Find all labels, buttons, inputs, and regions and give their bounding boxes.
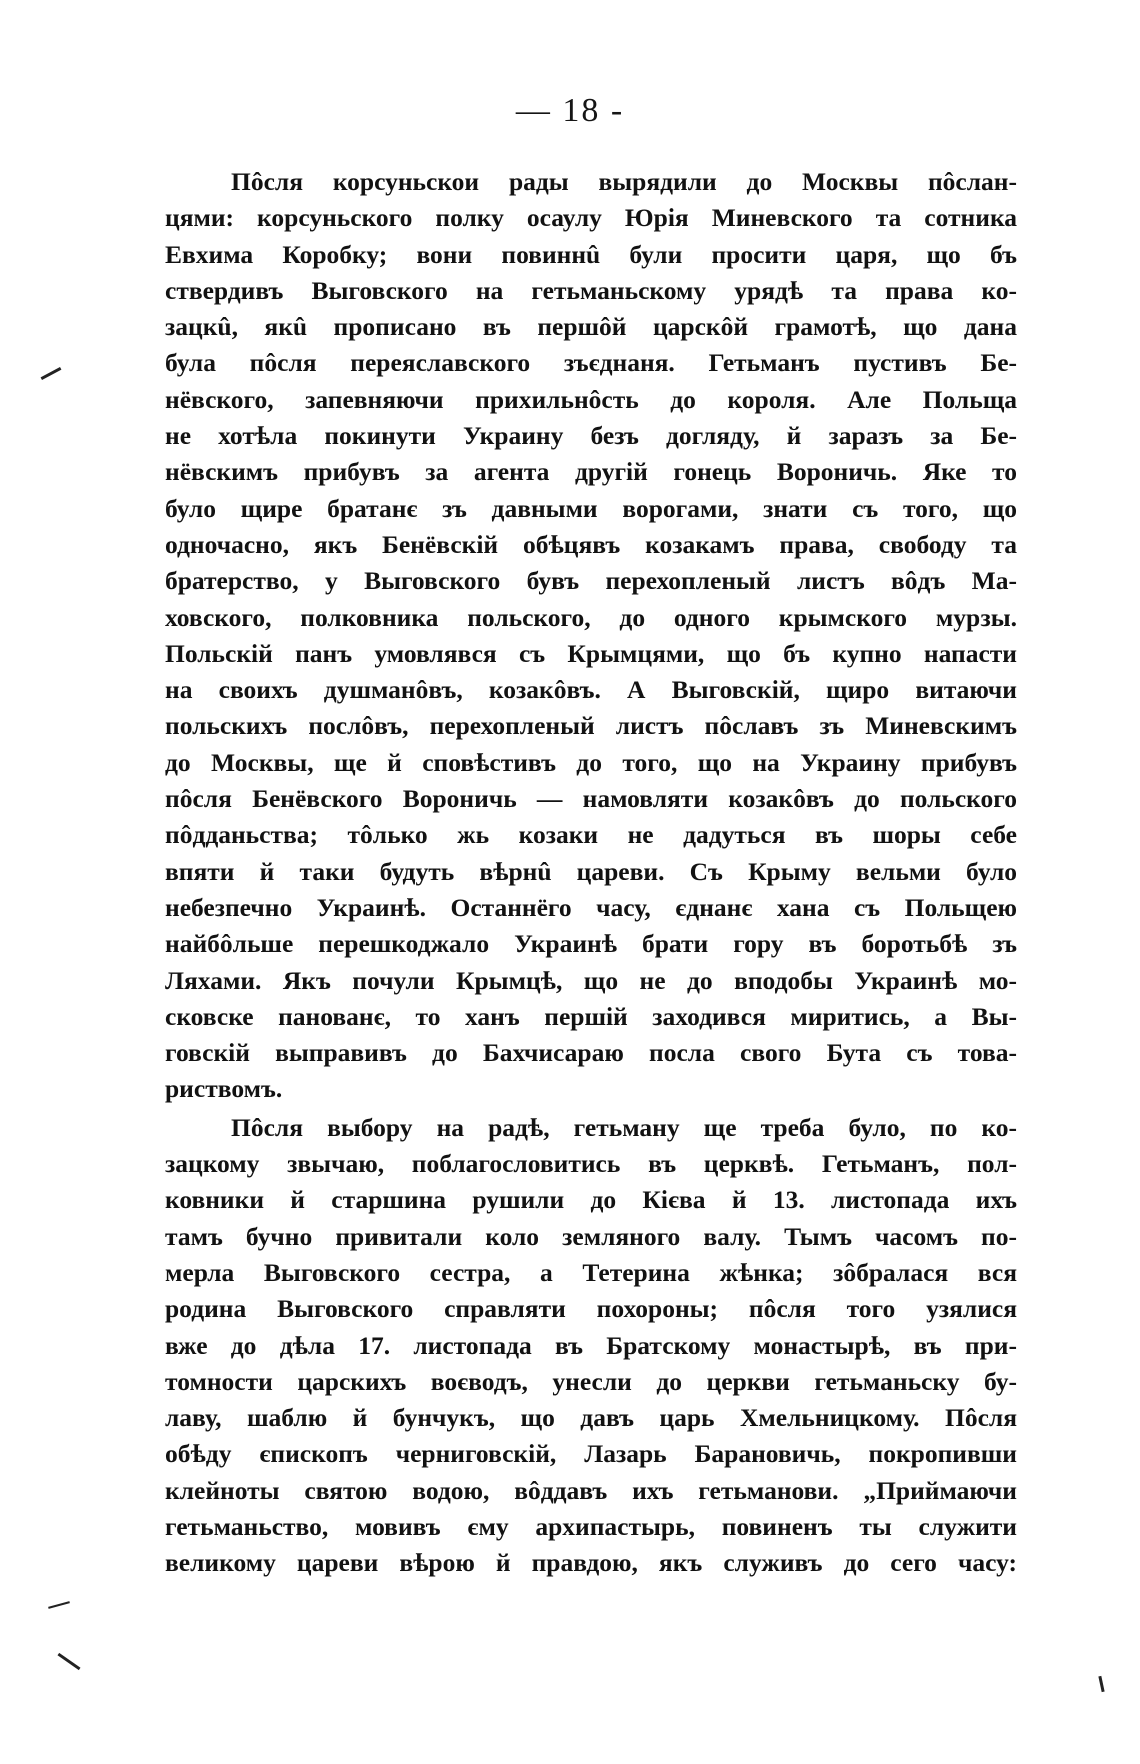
text-line: Евхима Коробку; вони повиннû були просити царя, що бъ xyxy=(165,239,1017,269)
text-line: одночасно, якъ Бенёвскій обѣцявъ козакамъ права, свободу та xyxy=(165,529,1017,559)
text-line: обѣду єпископъ черниговскій, Лазарь Барановичь, покропивши xyxy=(165,1439,1017,1469)
body-text xyxy=(165,164,1017,1582)
text-line: найбôльше перешкоджало Украинѣ брати гору въ боротьбѣ зъ xyxy=(165,929,1017,959)
text-line: родина Выговского справляти похороны; пôсля того узялися xyxy=(165,1294,1017,1324)
text-line: ствердивъ Выговского на гетьманьскому урядѣ та права ко- xyxy=(165,275,1017,305)
text-line: небезпечно Украинѣ. Останнёго часу, єднанє хана съ Польщею xyxy=(165,892,1017,922)
text-line: мерла Выговского сестра, а Тетерина жѣнка; зôбралася вся xyxy=(165,1257,1017,1287)
text-line: Пôсля корсуньскои рады вырядили до Москвы пôслан- xyxy=(231,167,1017,196)
scan-mark xyxy=(57,1653,80,1670)
text-line: говскій выправивъ до Бахчисараю посла свого Бута съ това- xyxy=(165,1038,1017,1068)
text-line: нёвскимъ прибувъ за агента другій гонець Вороничь. Яке то xyxy=(165,457,1017,487)
text-line: була пôсля переяславского зъєднаня. Гетьманъ пустивъ Бе- xyxy=(165,348,1017,378)
text-line: зацкому звычаю, поблагословитись въ церквѣ. Гетьманъ, пол- xyxy=(165,1149,1017,1179)
text-line: зацкû, якû прописано въ першôй царскôй грамотѣ, що дана xyxy=(165,312,1017,342)
text-line: було щире братанє зъ давными ворогами, знати съ того, що xyxy=(165,493,1017,523)
paragraph-2 xyxy=(165,1110,1017,1582)
scan-mark xyxy=(48,1601,70,1609)
text-line: клейноты святою водою, вôддавъ ихъ гетьманови. „Приймаючи xyxy=(165,1475,1017,1505)
scan-mark xyxy=(41,367,62,380)
text-line: томности царскихъ воєводъ, унесли до церкви гетьманьску бу- xyxy=(165,1366,1017,1396)
text-line: риствомъ. xyxy=(165,1074,283,1104)
text-line: лаву, шаблю й бунчукъ, що давъ царь Хмельницкому. Пôсля xyxy=(165,1403,1017,1433)
text-line: нёвского, запевняючи прихильнôсть до короля. Але Польща xyxy=(165,384,1017,414)
text-line: Польскій панъ умовлявся съ Крымцями, що бъ купно напасти xyxy=(165,638,1017,668)
text-line: польскихъ послôвъ, перехопленый листъ пôславъ зъ Миневскимъ xyxy=(165,711,1017,741)
text-line: Пôсля выбору на радѣ, гетьману ще треба було, по ко- xyxy=(231,1112,1017,1142)
text-line: Ляхами. Якъ почули Крымцѣ, що не до вподобы Украинѣ мо- xyxy=(165,965,1017,995)
text-line: братерство, у Выговского бувъ перехопленый листъ вôдъ Ма- xyxy=(165,566,1017,596)
text-line: гетьманьство, мовивъ єму архипастырь, повиненъ ты служити xyxy=(165,1511,1017,1541)
text-line: цями: корсуньского полку осаулу Юрія Миневского та сотника xyxy=(165,203,1017,233)
text-line: впяти й таки будуть вѣрнû цареви. Съ Крыму вельми було xyxy=(165,856,1017,886)
text-line: великому цареви вѣрою й правдою, якъ служивъ до сего часу: xyxy=(165,1548,1017,1578)
text-line: ховского, полковника польского, до одного крымского мурзы. xyxy=(165,602,1017,632)
text-line: сковске панованє, то ханъ першій заходився миритись, а Вы- xyxy=(165,1001,1017,1031)
text-line: ковники й старшина рушили до Кієва й 13. листопада ихъ xyxy=(165,1185,1017,1215)
scan-mark xyxy=(1098,1676,1104,1692)
text-line: вже до дѣла 17. листопада въ Братскому монастырѣ, въ при- xyxy=(165,1330,1017,1360)
text-line: не хотѣла покинути Украину безъ догляду, й заразъ за Бе- xyxy=(165,421,1017,451)
text-line: тамъ бучно привитали коло земляного валу. Тымъ часомъ по- xyxy=(165,1221,1017,1251)
paragraph-1 xyxy=(165,164,1017,1108)
text-line: пôсля Бенёвского Вороничь — намовляти козакôвъ до польского xyxy=(165,784,1017,814)
text-line: на своихъ душманôвъ, козакôвъ. А Выговскій, щиро витаючи xyxy=(165,675,1017,705)
page-number: — 18 - xyxy=(515,92,625,129)
text-line: пôдданьства; тôлько жь козаки не дадуться въ шоры себе xyxy=(165,820,1017,850)
text-line: до Москвы, ще й сповѣстивъ до того, що на Украину прибувъ xyxy=(165,747,1017,777)
